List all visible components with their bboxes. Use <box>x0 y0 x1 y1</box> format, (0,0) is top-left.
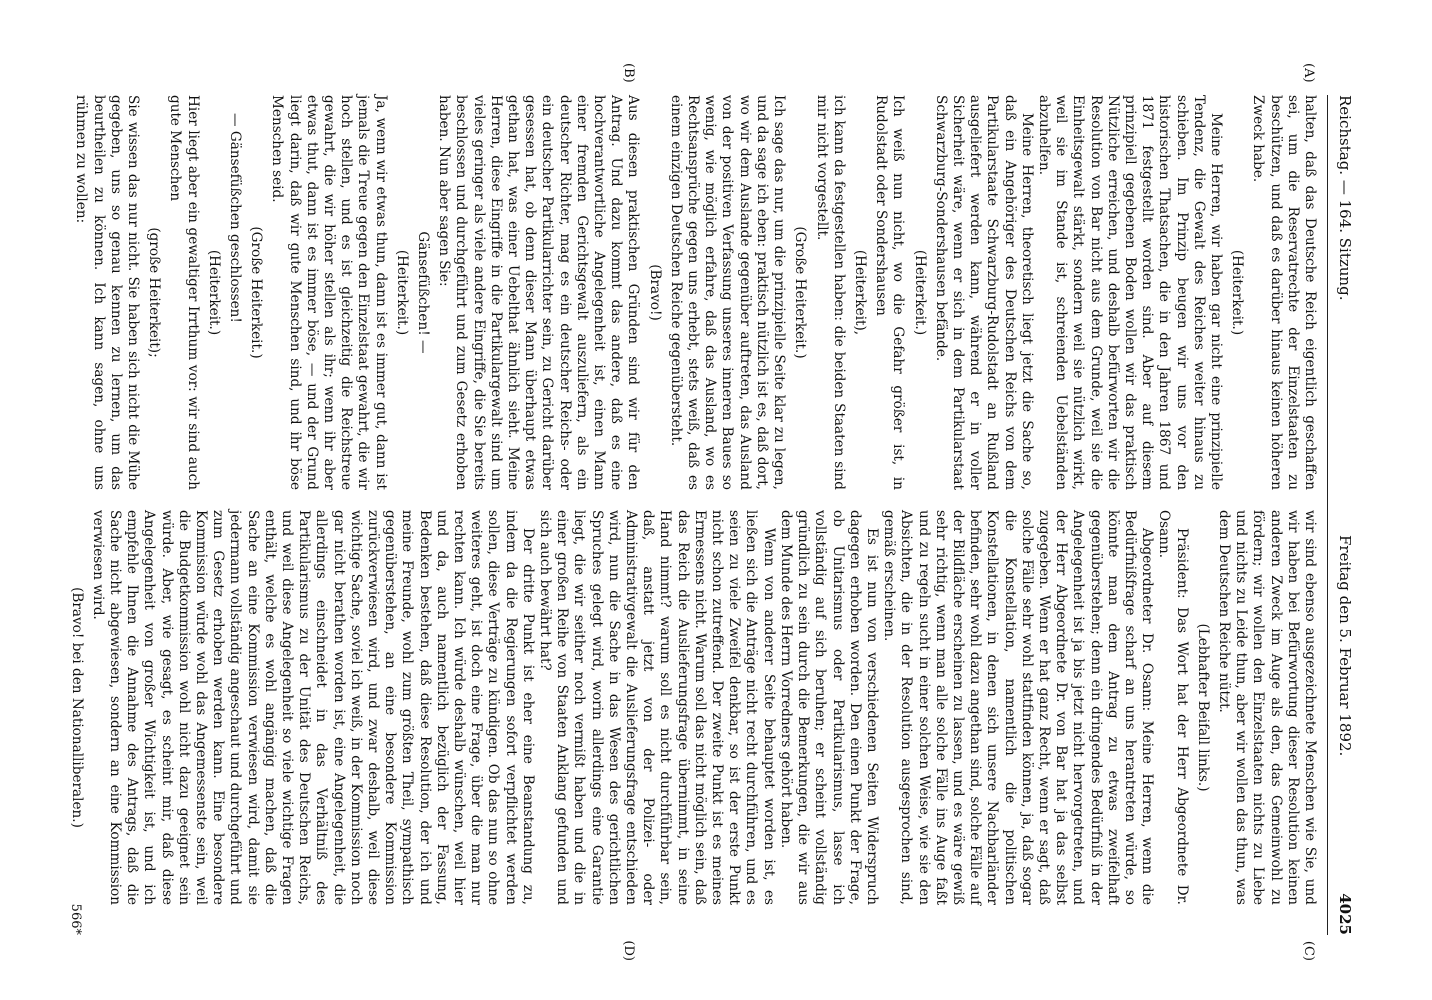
paragraph: Wenn von anderer Seite behauptet worden ist, es ließen sich die Anträge nicht recht durchführen, und es seien zu viele Zweifel denkbar, so ist der erste Punkt nicht schon zutreffend. Der zweite Punkt ist es meines Ermessens nicht. Warum soll das nicht möglich sein, daß das Reich die Auslieferungsfrage übernimmt, in seine Hand nimmt? warum soll es nicht durchführbar sein, daß, anstatt jetzt von der Polizei- oder Administrativgewalt die Auslieferungsfrage entschieden wird, nun die Sache in das Wesen des gerichtlichen Spruches gelegt wird, worin allerdings eine Garantie liegt, die wir seither noch vermißt haben und die in einer großen Reihe von Staaten Anklang gefunden und sich auch bewährt hat? <box>537 510 777 905</box>
margin-mark-b: (B) <box>621 63 636 83</box>
paragraph: Ich weiß nun nicht, wo die Gefahr größer ist, in Rudolstadt oder Sondershausen <box>873 95 907 490</box>
paragraph: Sie wissen das nur nicht. Sie haben sich nicht die Mühe gegeben, uns so genau kennen zu lernen, um das beurtheilen zu können. Ich kann sagen, ohne uns rühmen zu wollen: <box>73 95 141 490</box>
paragraph: (Große Heiterkeit.) <box>792 226 809 359</box>
paragraph: Ja, wenn wir etwas thun, dann ist es immer gut, dann ist jemals die Treue gegen den Einzelstaat gewahrt, die wir hoch stellen, und es ist gleichzeitig die Reichstreue gewahrt, die wir höher stellen als ihr; wenn ihr aber etwas thut, dann ist es immer böse, — und der Grund liegt darin, daß wir gute Menschen sind, und ihr böse Menschen seid. <box>269 95 389 490</box>
footer-mark: 566* <box>68 903 83 935</box>
paragraph: (Heiterkeit.) <box>205 249 222 336</box>
paragraph: Gänsefüßchen! — <box>415 231 432 354</box>
paragraph: ich kann da festgestellen haben: die beiden Staaten sind mir nicht vorgestellt. <box>813 95 847 490</box>
paragraph: Meine Herren, theoretisch liegt jetzt die Sache so, daß ein Angehöriger des Deutschen Reichs von dem Partikularstaate Schwarzburg-Rudolstadt an Rußland ausgeliefert werden kann, während er in voller Sicherheit wäre, wenn er sich in dem Partikularstaat Schwarzburg-Sondershausen befände. <box>932 95 1035 490</box>
paragraph: (Lebhafter Beifall links.) <box>1194 623 1211 792</box>
page-number: 4025 <box>1336 893 1354 935</box>
paragraph: Meine Herren, wir haben gar nicht eine prinzipielle Tendenz, die Gewalt des Reiches weiter hinaus zu schieben. Im Prinzip beugen wir uns vor den historischen Thatsachen, die in den Jahren 1867 und 1871 festgestellt worden sind. Aber auf diesem prinzipiell gegebenen Boden wollen wir das praktisch Nützliche erreichen, und deshalb befürworten wir die Resolution von Bar nicht aus dem Grunde, weil sie die Einheitsgewalt stärkt, sondern weil sie nützlich wirkt, weil sie im Stande ist, schreienden Uebelständen abzuhelfen. <box>1035 95 1224 490</box>
paragraph: (große Heiterkeit); <box>146 227 163 358</box>
paragraph: Hier liegt aber ein gewaltiger Irrthum vor: wir sind auch gute Menschen <box>167 95 201 490</box>
paragraph: — Gänsefüßchen geschlossen! <box>227 113 244 323</box>
paragraph: (Bravo! bei den Nationalliberalen.) <box>68 587 85 828</box>
paragraph: (Heiterkeit), <box>851 249 868 336</box>
paragraph: Aus diesen praktischen Gründen sind wir für den Antrag. Und dazu kommt das andere, daß es eine hochverantwortliche Angelegenheit ist, einen Mann einer fremden Gerichtsgewalt auszuliefern, als ein deutscher Richter, mag es ein deutscher Reichs- oder ein deutscher Partikularrichter sein, zu Gericht darüber gesessen hat, ob denn dieser Mann überhaupt etwas gethan hat, was einer Uebelthat ähnlich sieht. Meine Herren, diese Eingriffe in die Partikulargewalt sind um vieles geringer als viele andere Eingriffe, die Sie bereits beschlossen und durchgeführt und zum Gesetz erhoben haben. Nun aber sagen Sie: <box>436 95 642 490</box>
header-left: Reichstag. — 164. Sitzung. <box>1336 95 1354 301</box>
margin-mark-d: (D) <box>621 940 636 961</box>
paragraph: (Heiterkeit.) <box>1229 249 1246 336</box>
paragraph: Abgeordneter Dr. Osann: Meine Herren, wenn die Bedürfnißfrage scharf an uns herantreten würde, so könnte man dem Antrag zu etwas zweifelhaft gegenüberstehen; denn ein dringendes Bedürfniß in der Angelegenheit ist ja bis jetzt nicht hervorgetreten, und der Herr Abgeordnete Dr. von Bar hat ja das selbst zugegeben. Wenn er hat ganz Recht, wenn er sagt, daß solche Fälle sehr wohl stattfinden können, ja, daß sogar die Konstellation, namentlich die politischen Konstellationen, in denen sich unsere Nachbarländer befinden, sehr wohl dazu angethan sind, solche Fälle auf der Bildfläche erscheinen zu lassen, und es wäre gewiß sehr richtig, wenn man alle solche Fälle ins Auge faßt und zu regeln sucht in einer solchen Weise, wie sie den Absichten, die in der Resolution ausgesprochen sind, gemäß erscheinen. <box>881 510 1156 905</box>
digitization-stamp <box>56 0 1376 17</box>
header-rule <box>1327 95 1328 935</box>
paragraph: halten, daß das Deutsche Reich eigentlich geschaffen sei, um die Reservatrechte der Einzelstaaten zu beschützen, und daß es darüber hinaus keinen höheren Zweck habe. <box>1250 95 1318 490</box>
paragraph: wir sind ebenso ausgezeichnete Menschen wie Sie, und wir haben bei Befürwortung dieser Resolution keinen anderen Zweck im Auge als den, das Gemeinwohl zu fördern; wir wollen den Einzelstaaten nichts zu Liebe und nichts zu Leide thun, aber wir wollen das thun, was dem Deutschen Reiche nützt. <box>1215 510 1318 905</box>
margin-mark-c: (C) <box>1301 940 1316 961</box>
header-date: Freitag den 5. Februar 1892. <box>1336 535 1354 757</box>
paragraph: Präsident: Das Wort hat der Herr Abgeordnete Dr. Osann. <box>1156 510 1190 905</box>
document-page <box>56 35 1376 965</box>
paragraph: Ich sage das nur, um die prinzipielle Seite klar zu legen, und da sage ich eben: praktisch nützlich ist es, daß dort, wo wir dem Auslande gegenüber auftreten, das Ausland von der positiven Verfassung unseres inneren Baues so wenig, wie möglich erfahre, daß das Ausland, wo es Rechtsansprüche gegen uns erhebt, stets weiß, daß es einem einzigen Deutschen Reiche gegenübersteht. <box>667 95 788 490</box>
paragraph: (Bravo!) <box>646 264 663 321</box>
margin-mark-a: (A) <box>1301 63 1316 83</box>
page-header <box>1328 95 1354 935</box>
paragraph: (Heiterkeit.) <box>393 249 410 336</box>
paragraph: (Große Heiterkeit.) <box>248 226 265 359</box>
paragraph: (Heiterkeit.) <box>911 249 928 336</box>
text-column-right <box>68 510 1318 905</box>
paragraph: Der dritte Punkt ist eher eine Beanstandung zu, indem da die Regierungen sofort verpflichtet werden sollen, diese Verträge zu kündigen. Ob das nun so ohne weiteres geht, ist doch eine Frage, über die man nur rechten kann. Ich würde deshalb wünschen, weil hier und da, auch namentlich bezüglich der Fassung, Bedenken bestehen, daß diese Resolution, der ich und meine Freunde, wohl zum größten Theil, sympathisch gegenüberstehen, an eine besondere Kommission zurückverwiesen wird, und zwar deshalb, weil diese wichtige Sache, soviel ich weiß, in der Kommission noch gar nicht berathen worden ist, eine Angelegenheit, die allerdings einschneidet in das Verhältniß des Partikularismus zu der Unität des Deutschen Reichs, und weil diese Angelegenheit so viele wichtige Fragen enthält, welche es wohl angängig machen, daß die Sache an eine Kommission verwiesen wird, damit sie jedermann vollständig angeschaut und durchgeführt und zum Gesetz erhoben werden kann. Eine besondere Kommission würde wohl das Angemessenste sein, weil die Budgetkommission wohl nicht dazu geeignet sein würde. Aber, wie gesagt, es scheint mir, daß diese Angelegenheit von großer Wichtigkeit ist, und ich empfehle Ihnen die Annahme des Antrags, daß die Sache nicht abgewiesen, sondern an eine Kommission verwiesen wird. <box>89 510 536 905</box>
text-column-left <box>73 95 1318 490</box>
paragraph: Es ist nun von verschiedenen Seiten Widerspruch dagegen erhoben worden. Den einen Punkt der Frage, ob Unitarismus oder Partikularismus, lasse ich vollständig auf sich beruhen; er scheint vollständig gründlich zu sein durch die Bemerkungen, die wir aus dem Munde des Herrn Vorredners gehört haben. <box>777 510 880 905</box>
